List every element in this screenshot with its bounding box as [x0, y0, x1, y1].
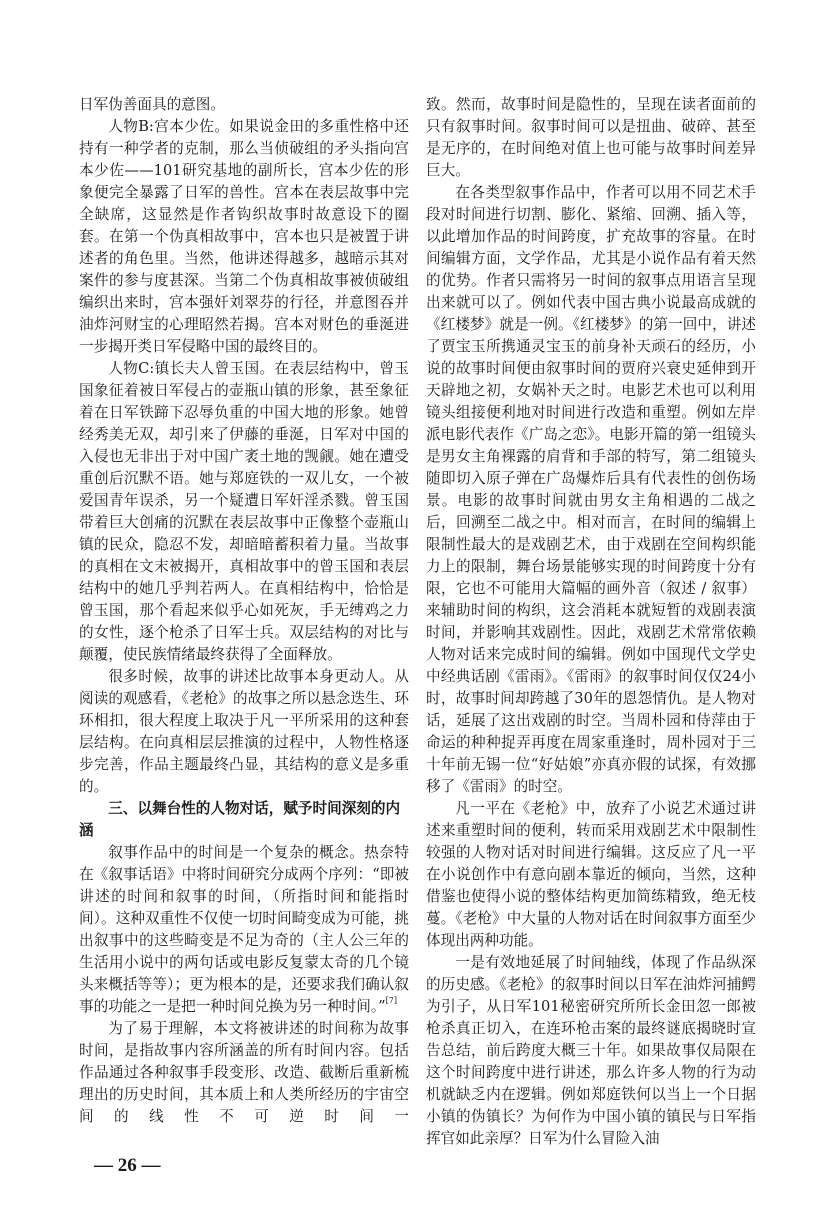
paragraph-time-axis: 一是有效地延展了时间轴线，体现了作品纵深的历史感。《老枪》的叙事时间以日军在油炸河捕鳄为引子，从日军101秘密研究所所长金田忽一郎被枪杀真正切入，在连环枪击案的最终谜底揭晓时宣告总结，前后跨度大概三十年。如果故事仅局限在这个时间跨度中进行讲述，那么许多人物的行为动机就缺乏内在逻辑。例如郑庭铁何以当上一个日据小镇的伪镇长？为何作为中国小镇的镇民与日军指挥官如此亲厚？日军为什么冒险入油 [426, 954, 756, 1147]
citation-ref: [7] [385, 996, 397, 1005]
right-column [426, 94, 756, 1150]
paragraph-time-editing: 在各类型叙事作品中，作者可以用不同艺术手段对时间进行切割、膨化、紧缩、回溯、插入等，以此增加作品的时间跨度，扩充故事的容量。在时间编辑方面，文学作品，尤其是小说作品有着天然的优势。作者只需将另一时间的叙事点用语言呈现出来就可以了。例如代表中国古典小说最高成就的《红楼梦》就是一例。《红楼梦》的第一回中，讲述了贾宝玉所携通灵宝玉的前身补天顽石的经历，小说的故事时间便由叙事时间的贾府兴衰史延伸到开天辟地之初，女娲补天之时。电影艺术也可以利用镜头组接便利地对时间进行改造和重塑。例如左岸派电影代表作《广岛之恋》。电影开篇的第一组镜头是男女主角裸露的肩背和手部的特写，第二组镜头随即切入原子弹在广岛爆炸后具有代表性的创伤场景。电影的故事时间就由男女主角相遇的二战之后，回溯至二战之中。相对而言，在时间的编辑上限制性最大的是戏剧艺术，由于戏剧在空间构织能力上的限制，舞台场景能够实现的时间跨度十分有限，它也不可能用大篇幅的画外音（叙述 / 叙事）来辅助时间的构织，这会消耗本就短暂的戏剧表演时间，并影响其戏剧性。因此，戏剧艺术常常依赖人物对话来完成时间的编辑。例如中国现代文学史中经典话剧《雷雨》。《雷雨》的叙事时间仅仅24小时，故事时间却跨越了30年的恩怨情仇。是人物对话，延展了这出戏剧的时空。当周朴园和侍萍由于命运的种种捉弄再度在周家重逢时，周朴园对于三十年前无锡一位“好姑娘”亦真亦假的试探，有效挪移了《雷雨》的时空。 [426, 184, 756, 795]
paragraph-character-b: 人物B:宫本少佐。如果说金田的多重性格中还持有一种学者的克制，那么当侦破组的矛头指向宫本少佐——101研究基地的副所长，宫本少佐的形象便完全暴露了日军的兽性。宫本在表层故事中完全缺席，这显然是作者钩织故事时故意设下的圈套。在第一个伪真相故事中，宫本也只是被置于讲述者的角色里。当然，他讲述得越多，越暗示其对案件的参与度甚深。当第二个伪真相故事被侦破组编织出来时，宫本强奸刘翠芬的行径，并意图吞并油炸河财宝的心理昭然若揭。宫本对财色的垂涎进一步揭开类日军侵略中国的最终目的。 [79, 118, 409, 355]
section-heading: 三、以舞台性的人物对话，赋予时间深刻的内涵 [79, 800, 401, 839]
paragraph-text: 叙事作品中的时间是一个复杂的概念。热奈特在《叙事话语》中将时间研究分成两个序列：“即被讲述的时间和叙事的时间，（所指时间和能指时间）。这种双重性不仅使一切时间畸变成为可能，挑出叙事中的这些畸变是不足为奇的（主人公三年的生活用小说中的两句话或电影反复蒙太奇的几个镜头来概括等等）；更为根本的是，还要求我们确认叙事的功能之一是把一种时间兑换为另一种时间。” [79, 844, 409, 1015]
paragraph-continuation: 致。然而，故事时间是隐性的，呈现在读者面前的只有叙事时间。叙事时间可以是扭曲、破碎、甚至是无序的，在时间绝对值上也可能与故事时间差异巨大。 [426, 96, 756, 179]
paragraph-story-time: 为了易于理解，本文将被讲述的时间称为故事时间，是指故事内容所涵盖的所有时间内容。包括作品通过各种叙事手段变形、改造、截断后重新梳理出的历史时间，其本质上和人类所经历的宇宙空间的线性不可逆时间一 [79, 1020, 409, 1125]
paragraph-continuation: 日军伪善面具的意图。 [79, 96, 225, 113]
paragraph-narration: 很多时候，故事的讲述比故事本身更动人。从阅读的观感看，《老枪》的故事之所以悬念迭生、环环相扣，很大程度上取决于凡一平所采用的这种套层结构。在向真相层层推演的过程中，人物性格逐步完善，作品主题最终凸显，其结构的意义是多重的。 [79, 668, 409, 795]
left-column [79, 94, 409, 1198]
page-number: — 26 — [94, 1155, 161, 1176]
paragraph-character-c: 人物C:镇长夫人曾玉国。在表层结构中，曾玉国象征着被日军侵占的壶瓶山镇的形象，甚至象征着在日军铁蹄下忍辱负重的中国大地的形象。她曾经秀美无双，却引来了伊藤的垂涎，日军对中国的入侵也无非出于对中国广袤土地的觊觎。她在遭受重创后沉默不语。她与郑庭铁的一双儿女，一个被爱国青年误杀，另一个疑遭日军奸淫杀戮。曾玉国带着巨大创痛的沉默在表层故事中正像整个壶瓶山镇的民众，隐忍不发，却暗暗蓄积着力量。当故事的真相在文末被揭开，真相故事中的曾玉国和表层结构中的她几乎判若两人。在真相结构中，恰恰是曾玉国，那个看起来似乎心如死灰，手无缚鸡之力的女性，逐个枪杀了日军士兵。双层结构的对比与颠覆，使民族情绪最终获得了全面释放。 [79, 360, 409, 663]
paragraph-laoqiang-dialogue: 凡一平在《老枪》中，放弃了小说艺术通过讲述来重塑时间的便利，转而采用戏剧艺术中限制性较强的人物对话对时间进行编辑。这反应了凡一平在小说创作中有意向剧本靠近的倾向，当然，这种借鉴也使得小说的整体结构更加简练精致，绝无枝蔓。《老枪》中大量的人物对话在时间叙事方面至少体现出两种功能。 [426, 800, 756, 949]
paragraph-narrative-time [79, 842, 409, 1018]
